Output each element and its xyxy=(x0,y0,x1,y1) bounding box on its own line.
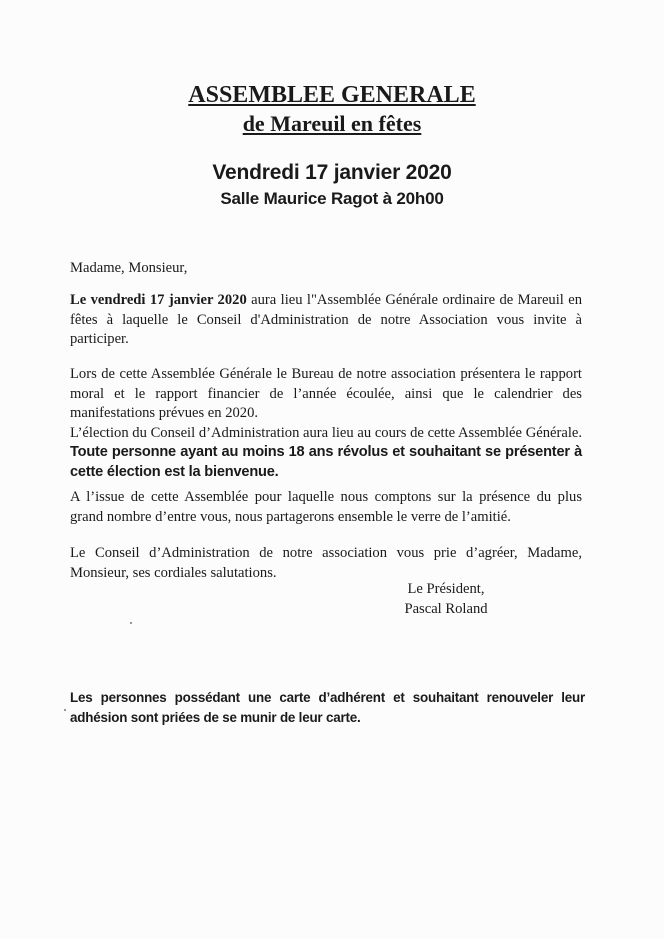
membership-notice: Les personnes possédant une carte d’adhérent et souhaitant renouveler leur adhésion sont priées de se munir de leur carte. xyxy=(70,690,585,725)
invitation-text: A l’issue de cette Assemblée pour laquelle nous comptons sur la présence du plus grand nombre d’entre vous, nous partagerons ensemble le verre de l’amitié. xyxy=(70,489,582,525)
announcement-date-bold: Le vendredi 17 janvier 2020 xyxy=(70,292,247,308)
paragraph-closing xyxy=(70,544,582,583)
scan-speck xyxy=(64,709,66,711)
paragraph-agenda xyxy=(70,365,582,482)
event-place: Salle Maurice Ragot à 20h00 xyxy=(220,189,444,208)
agenda-text: Lors de cette Assemblée Générale le Bureau de notre association présentera le rapport moral et le rapport financier de l’année écoulée, ainsi que le calendrier des manifestations prévues en 2020. xyxy=(70,366,582,421)
signature-name: Pascal Roland xyxy=(404,601,488,617)
greeting xyxy=(70,259,582,279)
document-title: ASSEMBLEE GENERALE xyxy=(188,82,476,108)
document-subtitle: de Mareuil en fêtes xyxy=(242,111,422,136)
scan-speck xyxy=(130,622,132,624)
closing-text: Le Conseil d’Administration de notre association vous prie d’agréer, Madame, Monsieur, ses cordiales salutations. xyxy=(70,545,582,581)
event-date: Vendredi 17 janvier 2020 xyxy=(212,161,452,184)
signature-role: Le Président, xyxy=(407,581,485,597)
greeting-text: Madame, Monsieur, xyxy=(70,260,188,276)
announcement-text: aura lieu l"Assemblée Générale ordinaire de Mareuil en fêtes à laquelle le Conseil d'Administration de notre Association vous invite à participer. xyxy=(70,292,582,347)
paragraph-announcement xyxy=(70,291,582,350)
election-bold-text: Toute personne ayant au moins 18 ans révolus et souhaitant se présenter à cette élection est la bienvenue. xyxy=(70,444,582,480)
paragraph-invitation xyxy=(70,488,582,527)
election-text: L’élection du Conseil d’Administration aura lieu au cours de cette Assemblée Générale. xyxy=(70,424,582,441)
